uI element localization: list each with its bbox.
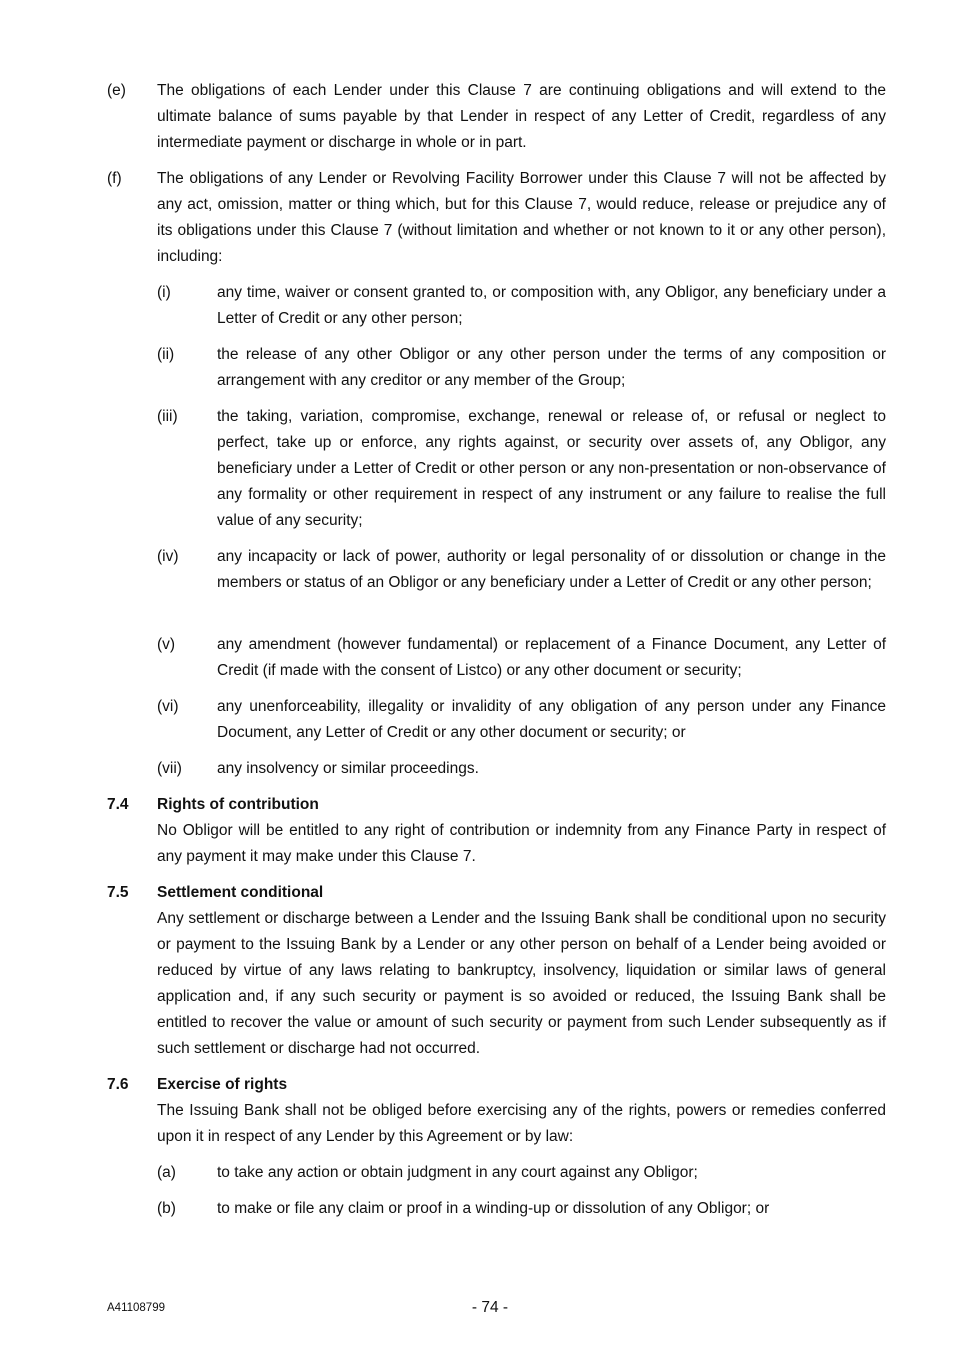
list-item-text: any insolvency or similar proceedings.	[217, 760, 479, 777]
page-number: - 74 -	[471, 1299, 509, 1316]
section-heading: Rights of contribution	[157, 796, 319, 813]
paragraph-e-text: The obligations of each Lender under this Clause 7 are continuing obligations and will extend to the ultimate balance of sums payable by that Lender in respect of any Letter of Credit, regardless of any intermediate payment or discharge in whole or in part.	[157, 82, 886, 151]
section-number: 7.6	[107, 1076, 129, 1093]
list-item-text: any unenforceability, illegality or invalidity of any obligation of any person under any Finance Document, any Letter of Credit or any other document or security; or	[217, 698, 886, 741]
paragraph-f-text: The obligations of any Lender or Revolving Facility Borrower under this Clause 7 will not be affected by any act, omission, matter or thing which, but for this Clause 7, would reduce, release or prejudice any of its obligations under this Clause 7 (without limitation and whether or not known to it or any other person), including:	[157, 170, 886, 265]
section-heading: Settlement conditional	[157, 884, 324, 901]
list-item-label: (b)	[157, 1200, 176, 1217]
list-item-label: (i)	[157, 284, 171, 301]
section-body: Any settlement or discharge between a Lender and the Issuing Bank shall be conditional upon no security or payment to the Issuing Bank by a Lender or any other person on behalf of a Lender being avoided or reduced by virtue of any laws relating to bankruptcy, insolvency, liquidation or similar laws of general application and, if any such security or payment is so avoided or reduced, the Issuing Bank shall be entitled to recover the value or amount of such security or payment from such Lender subsequently as if such settlement or discharge had not occurred.	[157, 910, 886, 1057]
list-item-label: (vi)	[157, 698, 179, 715]
list-item-text: any incapacity or lack of power, authority or legal personality of or dissolution or change in the members or status of an Obligor or any beneficiary under a Letter of Credit or any other person;	[217, 548, 886, 591]
section-number: 7.4	[107, 796, 129, 813]
list-item-text: the release of any other Obligor or any other person under the terms of any composition or arrangement with any creditor or any member of the Group;	[217, 346, 886, 389]
list-item-label: (a)	[157, 1164, 176, 1181]
paragraph-e-label: (e)	[107, 82, 126, 99]
paragraph-f-label: (f)	[107, 170, 122, 187]
section-number: 7.5	[107, 884, 129, 901]
list-item-text: to make or file any claim or proof in a winding-up or dissolution of any Obligor; or	[217, 1200, 770, 1217]
section-body: The Issuing Bank shall not be obliged before exercising any of the rights, powers or remedies conferred upon it in respect of any Lender by this Agreement or by law:	[157, 1102, 886, 1145]
list-item-label: (iii)	[157, 408, 178, 425]
list-item-text: the taking, variation, compromise, exchange, renewal or release of, or refusal or neglect to perfect, take up or enforce, any rights against, or security over assets of, any Obligor, any beneficiary under a Letter of Credit or other person or any non-presentation or non-observance of any formality or other requirement in respect of any instrument or any failure to realise the full value of any security;	[217, 408, 886, 529]
list-item-label: (v)	[157, 636, 176, 653]
section-heading: Exercise of rights	[157, 1076, 288, 1093]
list-item-label: (ii)	[157, 346, 175, 363]
list-item-text: to take any action or obtain judgment in any court against any Obligor;	[217, 1164, 698, 1181]
list-item-text: any amendment (however fundamental) or replacement of a Finance Document, any Letter of Credit (if made with the consent of Listco) or any other document or security;	[217, 636, 886, 679]
list-item-label: (iv)	[157, 548, 179, 565]
list-item-text: any time, waiver or consent granted to, or composition with, any Obligor, any beneficiary under a Letter of Credit or any other person;	[217, 284, 886, 327]
list-item-label: (vii)	[157, 760, 182, 777]
section-body: No Obligor will be entitled to any right of contribution or indemnity from any Finance Party in respect of any payment it may make under this Clause 7.	[157, 822, 886, 865]
document-reference: A41108799	[107, 1302, 165, 1314]
